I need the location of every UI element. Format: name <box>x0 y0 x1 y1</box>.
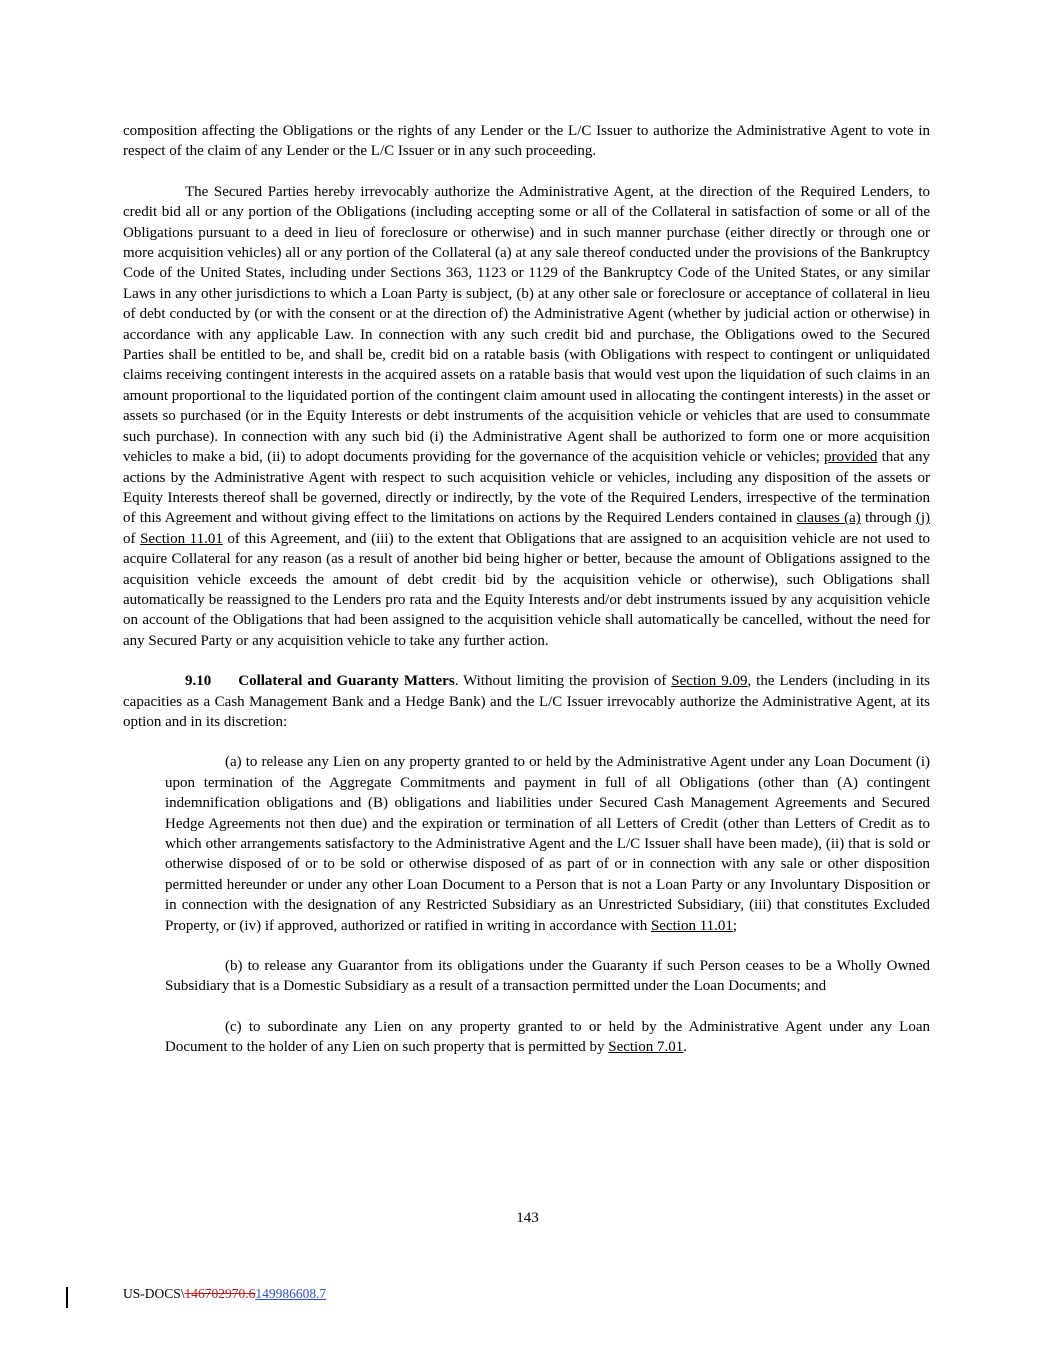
page-body <box>123 121 930 1078</box>
page-number: 143 <box>516 1210 539 1226</box>
text-run: (a) to release any Lien on any property granted to or held by the Administrative Agent under any Loan Document (i) upon termination of the Aggregate Commitments and payment in full of all Obligations (other than (A) contingent indemnification obligations and (B) obligations and liabilities under Secured Cash Management Agreements and Secured Hedge Agreements not then due) and the expiration or termination of all Letters of Credit (other than Letters of Credit as to which other arrangements satisfactory to the Administrative Agent and the L/C Issuer shall have been made), (ii) that is sold or otherwise disposed of or to be sold or otherwise disposed of as part of or in connection with any sale or other disposition permitted hereunder or under any other Loan Document to a Person that is not a Loan Party or any Involuntary Disposition or in connection with the designation of any Restricted Subsidiary as an Unrestricted Subsidiary, (iii) that constitutes Excluded Property, or (iv) if approved, authorized or ratified in writing in accordance with <box>165 754 930 934</box>
doc-id-prefix: US-DOCS\ <box>123 1286 185 1301</box>
text-run: that any actions by the Administrative Agent with respect to such acquisition vehicle or vehicles, including any disposition of the assets or Equity Interests thereof shall be governed, directly or indirectly, by the vote of the Required Lenders, irrespective of the termination of this Agreement and without giving effect to the limitations on actions by the Required Lenders contained in <box>123 449 930 527</box>
cross-reference-section-11-01: Section 11.01 <box>650 917 733 934</box>
text-run: . <box>683 1039 687 1056</box>
text-run: through <box>860 510 916 527</box>
inserted-doc-number: 149986608.7 <box>255 1286 327 1301</box>
footer-doc-id <box>123 1286 326 1302</box>
cross-reference-clauses-a: clauses (a) <box>796 510 861 527</box>
text-run: of <box>123 530 141 547</box>
paragraph-continuation <box>123 121 930 162</box>
subsection-a-paragraph <box>165 752 930 936</box>
text-run: . Without limiting the provision of <box>454 673 672 690</box>
paragraph-credit-bid <box>123 182 930 651</box>
cross-reference-section-11-01: Section 11.01 <box>140 530 223 547</box>
section-9-10-paragraph <box>123 671 930 732</box>
text-run: (c) to subordinate any Lien on any property granted to or held by the Administrative Agent under any Loan Document to the holder of any Lien on such property that is permitted by <box>165 1018 930 1056</box>
subsection-c-paragraph <box>165 1017 930 1058</box>
text-run: of this Agreement, and (iii) to the extent that Obligations that are assigned to an acquisition vehicle are not used to acquire Collateral for any reason (as a result of another bid being higher or better, because the amount of Obligations assigned to the acquisition vehicle exceeds the amount of debt credit bid by the acquisition vehicle or otherwise), such Obligations shall automatically be reassigned to the Lenders pro rata and the Equity Interests and/or debt instruments issued by any acquisition vehicle on account of the Obligations that had been assigned to the acquisition vehicle shall automatically be cancelled, without the need for any Secured Party or any acquisition vehicle to take any further action. <box>123 530 930 649</box>
section-heading: Collateral and Guaranty Matters <box>238 673 455 690</box>
text-run: , the Lenders (including in its capacities as a Cash Management Bank and a Hedge Bank) and the L/C Issuer irrevocably authorize the Administrative Agent, at its option and in its discretion: <box>123 673 930 730</box>
text-run: (b) to release any Guarantor from its obligations under the Guaranty if such Person ceases to be a Wholly Owned Subsidiary that is a Domestic Subsidiary as a result of a transaction permitted under the Loan Documents; and <box>165 958 930 995</box>
cross-reference-section-7-01: Section 7.01 <box>608 1039 684 1056</box>
text-run: ; <box>732 917 738 934</box>
subsection-b-paragraph <box>165 956 930 997</box>
cross-reference-clause-j: (j) <box>915 510 930 527</box>
section-number: 9.10 <box>185 673 212 690</box>
text-run: composition affecting the Obligations or the rights of any Lender or the L/C Issuer to authorize the Administrative Agent to vote in respect of the claim of any Lender or the L/C Issuer or in any such proceeding. <box>123 123 930 160</box>
change-bar <box>66 1287 68 1308</box>
defined-term-provided: provided <box>824 449 878 466</box>
cross-reference-section-9-09: Section 9.09 <box>671 673 748 690</box>
text-run: The Secured Parties hereby irrevocably authorize the Administrative Agent, at the direction of the Required Lenders, to credit bid all or any portion of the Obligations (including accepting some or all of the Collateral in satisfaction of some or all of the Obligations pursuant to a deed in lieu of foreclosure or otherwise) and in such manner purchase (either directly or through one or more acquisition vehicles) all or any portion of the Collateral (a) at any sale thereof conducted under the provisions of the Bankruptcy Code of the United States, including under Sections 363, 1123 or 1129 of the Bankruptcy Code of the United States, or any similar Laws in any other jurisdictions to which a Loan Party is subject, (b) at any other sale or foreclosure or acceptance of collateral in lieu of debt conducted by (or with the consent or at the direction of) the Administrative Agent (whether by judicial action or otherwise) in accordance with any applicable Law. In connection with any such credit bid and purchase, the Obligations owed to the Secured Parties shall be entitled to be, and shall be, credit bid on a ratable basis (with Obligations with respect to contingent or unliquidated claims receiving contingent interests in the acquired assets on a ratable basis that would vest upon the liquidation of such claims in an amount proportional to the liquidated portion of the contingent claim amount used in allocating the contingent interests) in the asset or assets so purchased (or in the Equity Interests or debt instruments of the acquisition vehicle or vehicles that are used to consummate such purchase). In connection with any such bid (i) the Administrative Agent shall be authorized to form one or more acquisition vehicles to make a bid, (ii) to adopt documents providing for the governance of the acquisition vehicle or vehicles; <box>123 183 930 466</box>
deleted-doc-number: 146702970.6 <box>184 1286 256 1301</box>
